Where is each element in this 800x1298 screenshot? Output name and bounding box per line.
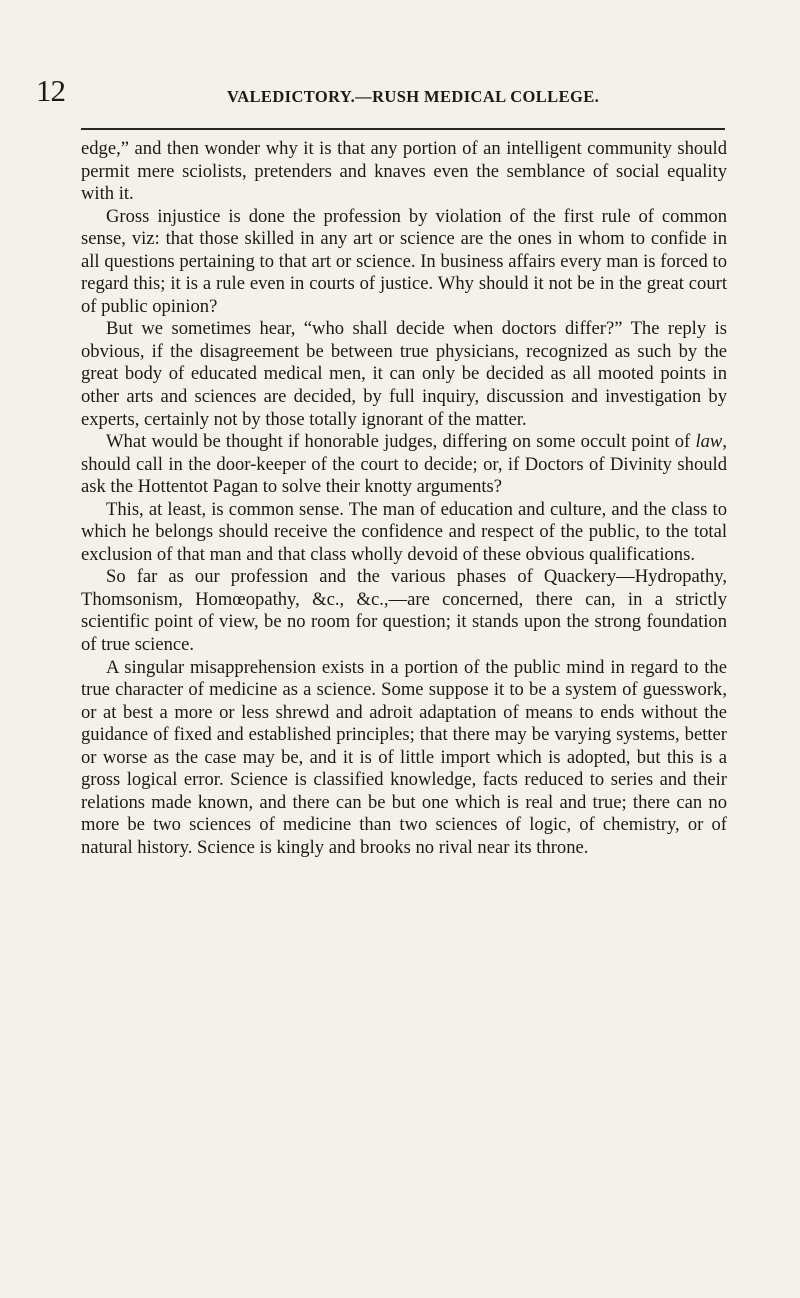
- page-number: 12: [36, 73, 65, 108]
- paragraph: A singular misapprehension exists in a portion of the public mind in regard to the true character of medicine as a science. Some suppose it to be a system of guesswork, or at best a more or less shrewd and adroit adaptation of means to ends without the guidance of fixed and established principles; that there may be varying systems, better or worse as the case may be, and it is of little import which is adopted, but this is a gross logical error. Science is classified knowledge, facts reduced to series and their relations made known, and there can be but one which is real and true; there can no more be two sciences of medicine than two sciences of logic, of chemistry, or of natural history. Science is kingly and brooks no rival near its throne.: [81, 656, 727, 858]
- body-text: [81, 138, 727, 860]
- paragraph: This, at least, is common sense. The man of education and culture, and the class to which he belongs should receive the confidence and respect of the public, to the total exclusion of that man and that class wholly devoid of these obvious qualifications.: [81, 498, 727, 565]
- running-title: VALEDICTORY.—RUSH MEDICAL COLLEGE.: [227, 87, 600, 106]
- paragraph: What would be thought if honorable judges, differing on some occult point of law, should call in the door-keeper of the court to decide; or, if Doctors of Divinity should ask the Hottentot Pagan to solve their knotty arguments?: [81, 431, 727, 498]
- paragraph: edge,” and then wonder why it is that any portion of an intelligent community should permit mere sciolists, pretenders and knaves even the semblance of social equality with it.: [81, 138, 727, 205]
- header-rule: [81, 128, 725, 130]
- paragraph: But we sometimes hear, “who shall decide when doctors differ?” The reply is obvious, if the disagreement be between true physicians, recognized as such by the great body of educated medical men, it can only be decided as all mooted points in other arts and sciences are decided, by full inquiry, discussion and investigation by experts, certainly not by those totally ignorant of the matter.: [81, 318, 727, 430]
- page-header: [36, 74, 726, 114]
- paragraph: So far as our profession and the various phases of Quackery—Hydropathy, Thomsonism, Homœopathy, &c., &c.,—are concerned, there can, in a strictly scientific point of view, be no room for question; it stands upon the strong foundation of true science.: [81, 566, 727, 656]
- paragraph: Gross injustice is done the profession by violation of the first rule of common sense, viz: that those skilled in any art or science are the ones in whom to confide in all questions pertaining to that art or science. In business affairs every man is forced to regard this; it is a rule even in courts of justice. Why should it not be in the great court of public opinion?: [81, 205, 727, 317]
